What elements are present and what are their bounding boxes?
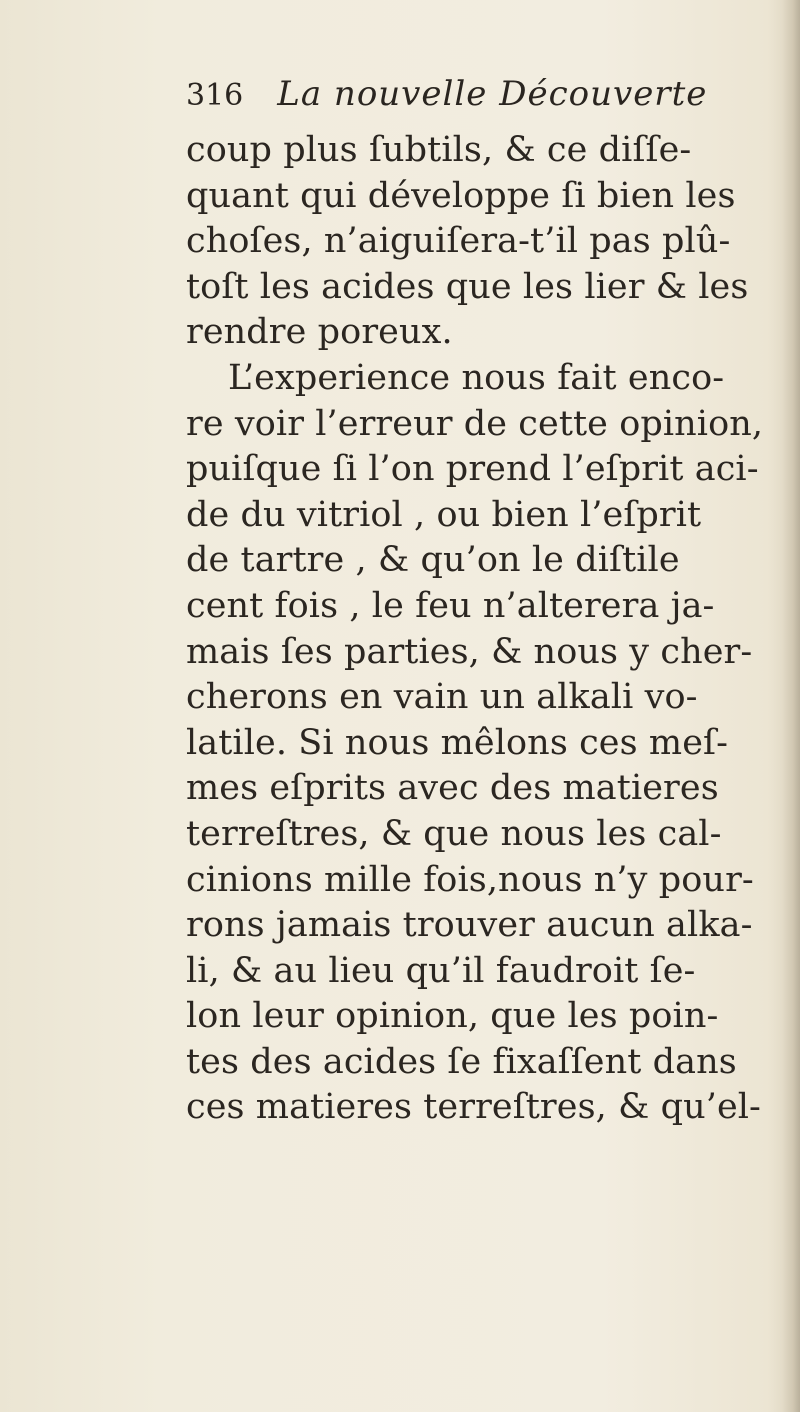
text-line: re voir l’erreur de cette opinion, xyxy=(186,403,764,444)
page-number: 316 xyxy=(186,78,244,113)
text-line: quant qui développe ſi bien les xyxy=(186,175,736,216)
text-line: toſt les acides que les lier & les xyxy=(186,266,749,307)
text-line: lon leur opinion, que les poin- xyxy=(186,996,719,1037)
text-line: de tartre , & qu’on le diſtile xyxy=(186,540,680,581)
page-header xyxy=(186,74,746,130)
text-line: choſes, n’aiguiſera-t’il pas plû- xyxy=(186,221,731,262)
text-line: de du vitriol , ou bien l’eſprit xyxy=(186,494,702,535)
text-line: terreſtres, & que nous les cal- xyxy=(186,813,722,854)
text-line: coup plus ſubtils, & ce diſſe- xyxy=(186,130,692,170)
running-title: La nouvelle Découverte xyxy=(277,74,708,114)
text-line: puiſque ſi l’on prend l’eſprit aci- xyxy=(186,449,759,490)
text-line: rons jamais trouver aucun alka- xyxy=(186,905,753,946)
text-line: mes eſprits avec des matieres xyxy=(186,768,719,809)
text-line: tes des acides ſe fixaſſent dans xyxy=(186,1041,737,1082)
text-line: rendre poreux. xyxy=(186,312,453,353)
text-line: latile. Si nous mêlons ces meſ- xyxy=(186,722,728,763)
text-line: li, & au lieu qu’il faudroit ſe- xyxy=(186,950,696,991)
text-line: mais ſes parties, & nous y cher- xyxy=(186,631,753,672)
text-line: cent fois , le feu n’alterera ja- xyxy=(186,585,715,626)
paragraph-start-line: L’experience nous fait enco- xyxy=(228,357,725,398)
body-text xyxy=(186,128,786,1131)
text-line: cinions mille fois,nous n’y pour- xyxy=(186,859,754,900)
text-line: cherons en vain un alkali vo- xyxy=(186,677,698,718)
text-line: ces matieres terreſtres, & qu’el- xyxy=(186,1087,761,1128)
